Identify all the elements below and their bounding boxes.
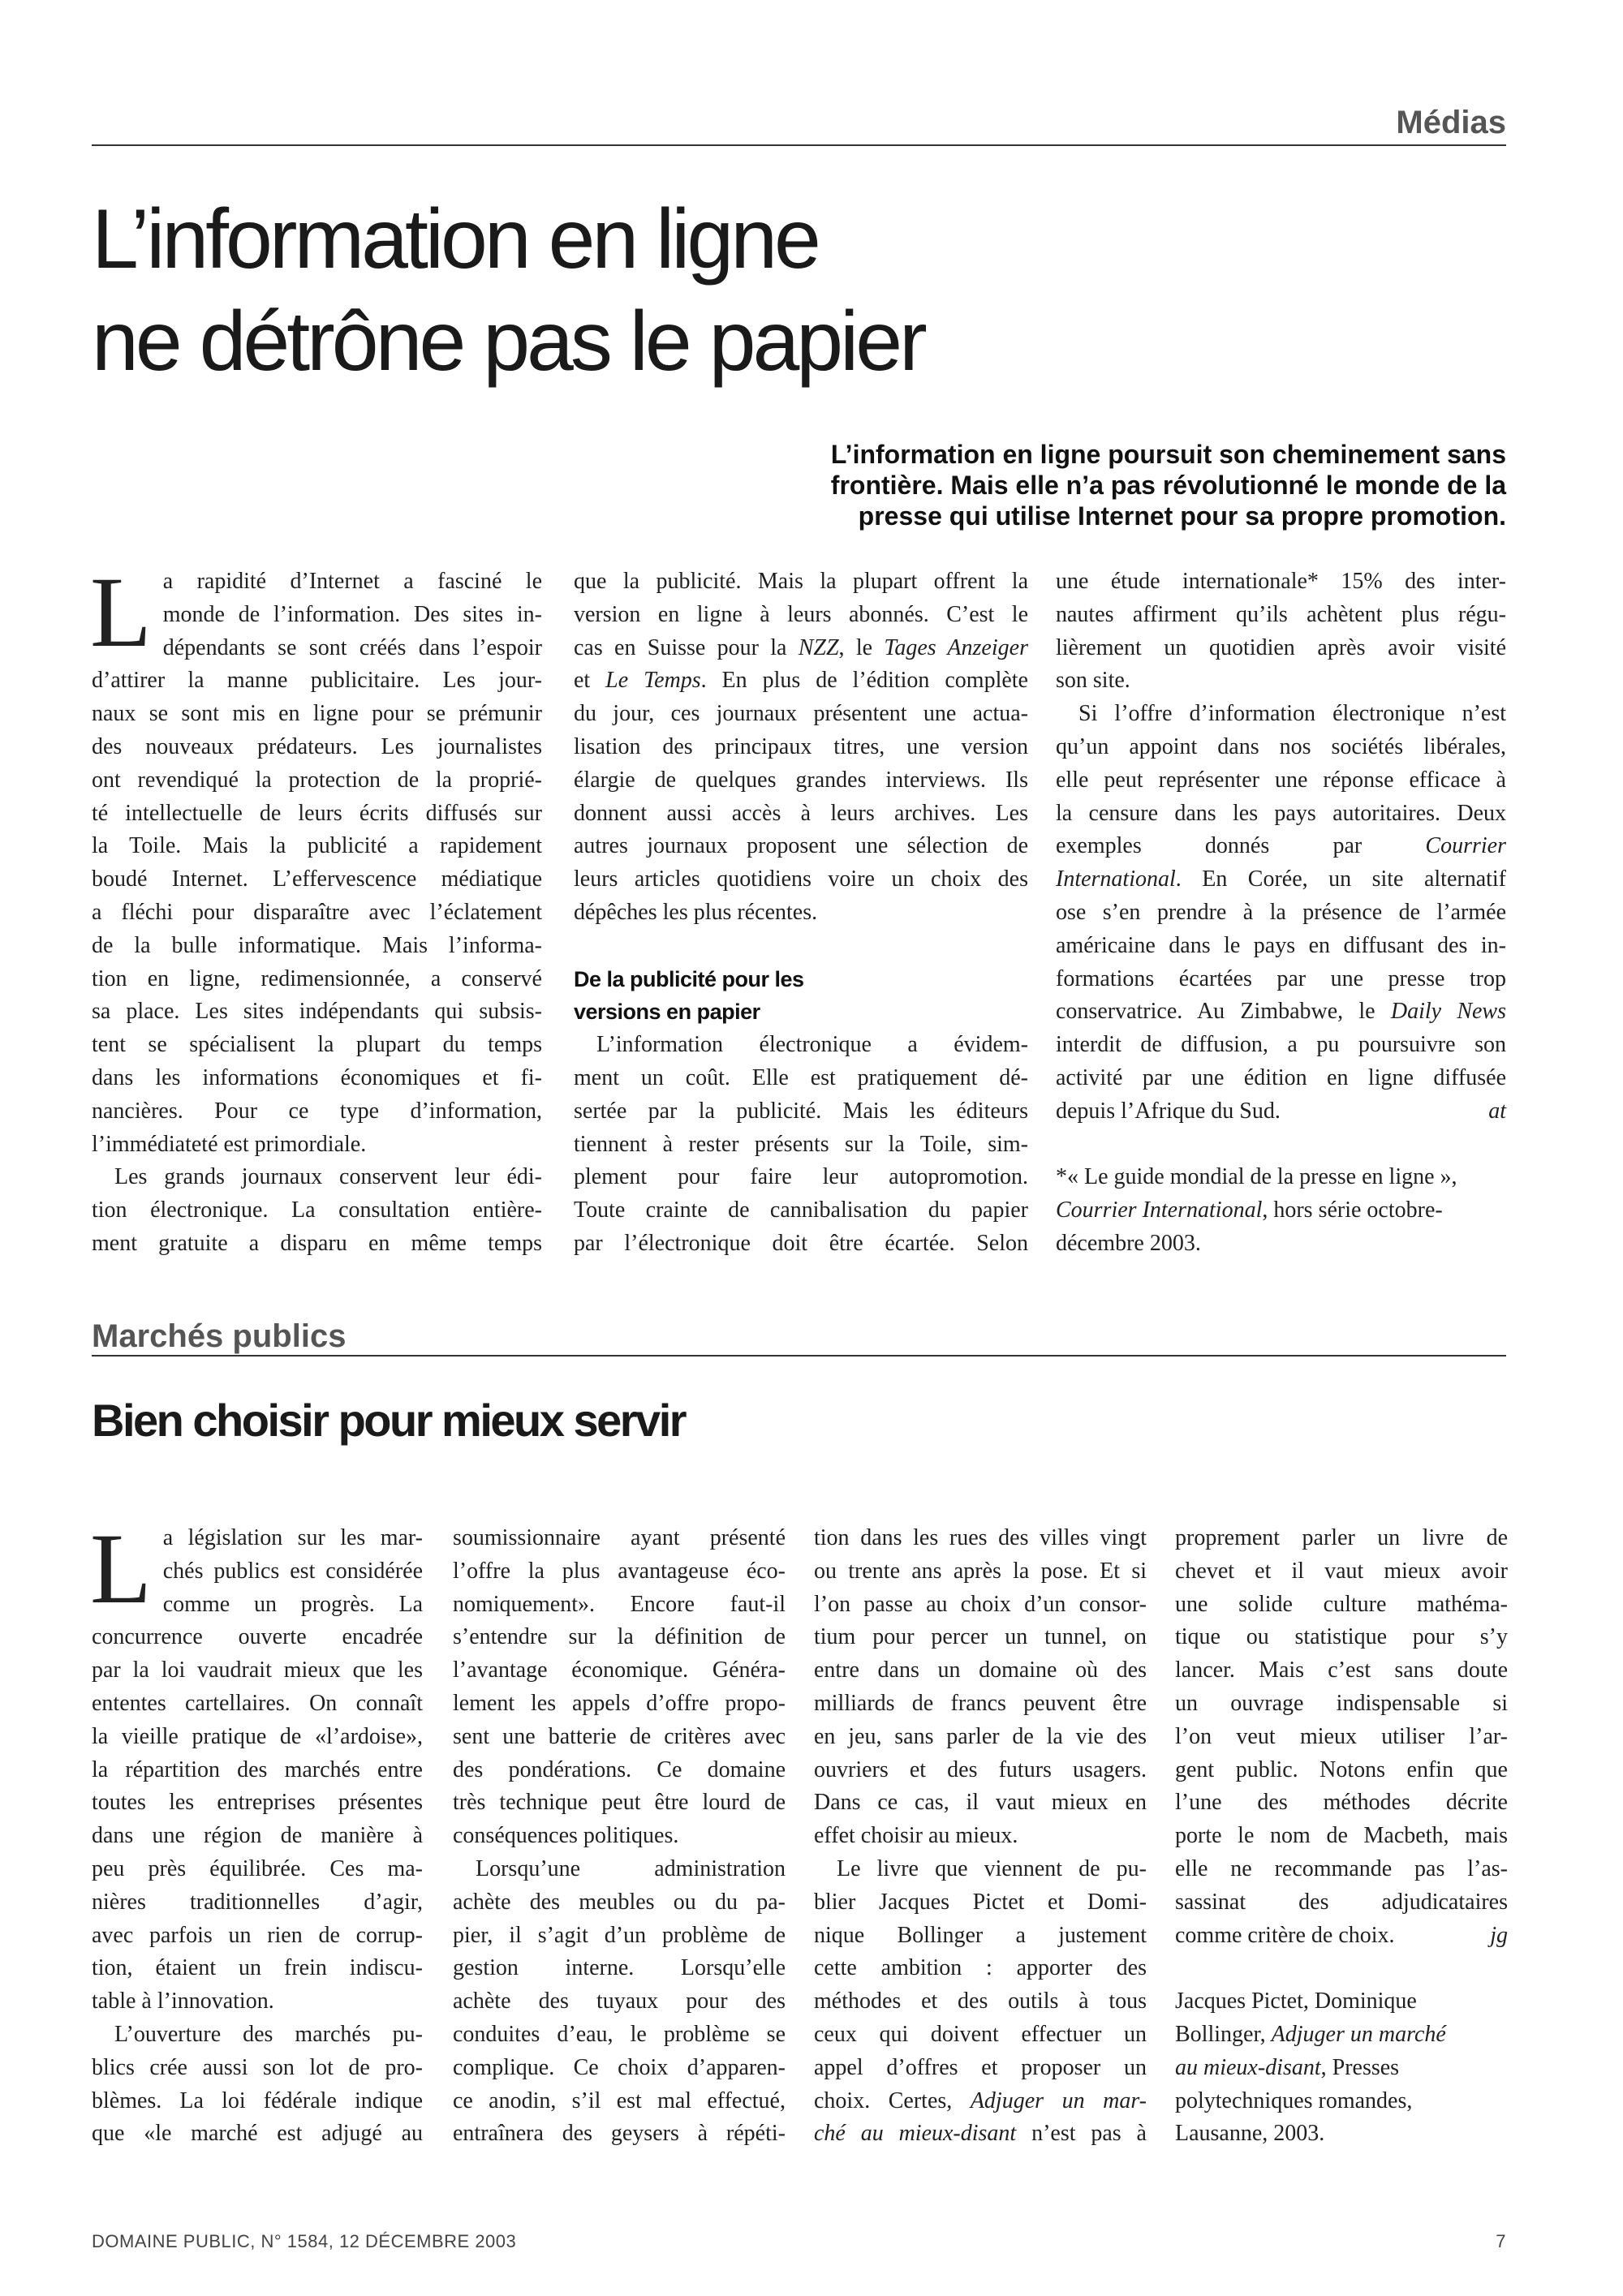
column-text <box>453 1522 786 2151</box>
text-line: du jour, ces journaux présentent une actua- <box>574 701 1028 727</box>
text-line: l’avantage économique. Généra- <box>453 1658 786 1683</box>
text-line: ou trente ans après la pose. Et si <box>814 1558 1147 1584</box>
text-line: Lorsqu’une administration <box>476 1855 786 1881</box>
book-reference <box>1175 1985 1508 2151</box>
text-line: choix. Certes, Adjuger un mar- <box>814 2087 1147 2113</box>
footnote-line: *« Le guide mondial de la presse en ligne », <box>1056 1164 1457 1190</box>
text-line: tion électronique. La consultation entière- <box>92 1197 542 1223</box>
issue-info: DOMAINE PUBLIC, N° 1584, 12 DÉCEMBRE 2003 <box>92 2231 517 2251</box>
lead-line: presse qui utilise Internet pour sa propre promotion. <box>858 501 1506 531</box>
text-line: a fléchi pour disparaître avec l’éclatement <box>92 899 542 925</box>
text-line: par l’électronique doit être écartée. Selon <box>574 1230 1028 1256</box>
text-line: concurrence ouverte encadrée <box>92 1624 423 1650</box>
text-line: tion, étaient un frein indiscu- <box>92 1955 423 1981</box>
text-line: tique ou statistique pour s’y <box>1175 1624 1508 1650</box>
reference-line: au mieux-disant, Presses <box>1175 2054 1400 2080</box>
text-line: peu près équilibrée. Ces ma- <box>92 1855 423 1881</box>
text-line: tion en ligne, redimensionnée, a conservé <box>92 965 542 991</box>
reference-line: Jacques Pictet, Dominique <box>1175 1989 1417 2014</box>
text-line: cas en Suisse pour la NZZ, le Tages Anzeiger <box>574 634 1028 660</box>
text-line: gent public. Notons enfin que <box>1175 1756 1508 1782</box>
text-line: International. En Corée, un site alternatif <box>1056 866 1506 892</box>
lead-line: frontière. Mais elle n’a pas révolutionné le monde de la <box>830 471 1506 500</box>
text-line: l’on passe au choix d’un consor- <box>814 1591 1147 1617</box>
text-line: s’entendre sur la définition de <box>453 1624 786 1650</box>
text-line: blèmes. La loi fédérale indique <box>92 2087 423 2113</box>
subheading: De la publicité pour les <box>574 966 804 991</box>
last-line: comme critère de choix. <box>1175 1922 1395 1948</box>
text-line: formations écartées par une presse trop <box>1056 965 1506 991</box>
text-line: monde de l’information. Des sites in- <box>162 601 542 627</box>
text-line: élargie de quelques grandes interviews. Ils <box>574 767 1028 793</box>
page-footer <box>92 2231 1506 2252</box>
text-line: dans une région de manière à <box>92 1823 423 1849</box>
article1-column-2 <box>574 565 1028 1261</box>
text-line: tiennent à rester présents sur la Toile, sim- <box>574 1131 1028 1157</box>
article2-column-3 <box>814 1522 1147 2151</box>
drop-cap: L <box>90 557 152 668</box>
text-line: table à l’innovation. <box>92 1989 274 2014</box>
text-line: appel d’offres et proposer un <box>814 2054 1147 2080</box>
text-line: gestion interne. Lorsqu’elle <box>453 1955 786 1981</box>
text-line: dépêches les plus récentes. <box>574 899 818 925</box>
article1-column-3 <box>1056 565 1506 1261</box>
text-line: a rapidité d’Internet a fasciné le <box>162 569 542 594</box>
article1-column-1 <box>90 557 542 1261</box>
text-line: lièrement un quotidien après avoir visité <box>1056 634 1506 660</box>
text-line: Si l’offre d’information électronique n’est <box>1078 701 1506 727</box>
text-line: leurs articles quotidiens voire un choix des <box>574 866 1028 892</box>
text-line: que «le marché est adjugé au <box>92 2121 423 2147</box>
text-line: la répartition des marchés entre <box>92 1756 423 1782</box>
text-line: conduites d’eau, le problème se <box>453 2021 786 2047</box>
article-lead <box>568 439 1506 531</box>
text-line: pier, il s’agit d’un problème de <box>453 1922 786 1948</box>
section-rubric-marches-publics: Marchés publics <box>92 1318 1506 1357</box>
text-line: son site. <box>1056 668 1130 694</box>
text-line: blics crée aussi son lot de pro- <box>92 2054 423 2080</box>
text-line: de la bulle informatique. Mais l’informa- <box>92 932 542 958</box>
text-line: elle peut représenter une réponse efficace à <box>1056 767 1506 793</box>
text-line: nique Bollinger a justement <box>814 1922 1147 1948</box>
text-line: ceux qui doivent effectuer un <box>814 2021 1147 2047</box>
text-line: L’information électronique a évidem- <box>596 1032 1028 1058</box>
text-line: l’immédiateté est primordiale. <box>92 1131 367 1157</box>
signature-line <box>1175 1920 1508 1953</box>
text-line: lancer. Mais c’est sans doute <box>1175 1658 1508 1683</box>
column-text <box>1175 1522 1508 1920</box>
text-line: l’on veut mieux utiliser l’ar- <box>1175 1723 1508 1749</box>
text-line: sa place. Les sites indépendants qui subsis- <box>92 999 542 1025</box>
reference-line: Lausanne, 2003. <box>1175 2121 1325 2147</box>
text-line: très technique peut être lourd de <box>453 1790 786 1816</box>
text-line: effet choisir au mieux. <box>814 1823 1018 1849</box>
last-line: depuis l’Afrique du Sud. <box>1056 1098 1281 1124</box>
text-line: autres journaux proposent une sélection de <box>574 833 1028 859</box>
text-line: Les grands journaux conservent leur édi- <box>114 1164 542 1190</box>
article2-column-4 <box>1175 1522 1508 2151</box>
reference-line: Bollinger, Adjuger un marché <box>1175 2021 1446 2047</box>
lead-line: L’information en ligne poursuit son cheminement sans <box>830 440 1506 469</box>
author-initials: at <box>1488 1098 1506 1124</box>
text-line: entre dans un domaine où des <box>814 1658 1147 1683</box>
text-line: l’une des méthodes décrite <box>1175 1790 1508 1816</box>
text-line: ont revendiqué la protection de la proprié- <box>92 767 542 793</box>
text-line: tion dans les rues des villes vingt <box>814 1525 1147 1550</box>
text-line: activité par une édition en ligne diffusée <box>1056 1064 1506 1090</box>
text-line: nautes affirment qu’ils achètent plus régu- <box>1056 601 1506 627</box>
text-line: nières traditionnelles d’agir, <box>92 1889 423 1915</box>
text-line: nomiquement». Encore faut-il <box>453 1591 786 1617</box>
subheading: versions en papier <box>574 1000 760 1025</box>
text-line: tent se spécialisent la plupart du temps <box>92 1032 542 1058</box>
text-line: blier Jacques Pictet et Domi- <box>814 1889 1147 1915</box>
text-line: américaine dans le pays en diffusant des in- <box>1056 932 1506 958</box>
text-line: ché au mieux-disant n’est pas à <box>814 2121 1147 2147</box>
text-line: en jeu, sans parler de la vie des <box>814 1723 1147 1749</box>
text-line: complique. Ce choix d’apparen- <box>453 2054 786 2080</box>
column-text <box>1056 565 1506 698</box>
text-line: conséquences politiques. <box>453 1823 679 1849</box>
text-line: chés publics est considérée <box>162 1558 423 1584</box>
text-line: sertée par la publicité. Mais les éditeurs <box>574 1098 1028 1124</box>
text-line: et Le Temps. En plus de l’édition complète <box>574 668 1028 694</box>
text-line: l’offre la plus avantageuse éco- <box>453 1558 786 1584</box>
text-line: dépendants se sont créés dans l’espoir <box>162 634 542 660</box>
text-line: comme un progrès. La <box>162 1591 423 1617</box>
text-line: Toute crainte de cannibalisation du papier <box>574 1197 1028 1223</box>
text-line: conservatrice. Au Zimbabwe, le Daily News <box>1056 999 1506 1025</box>
text-line: ment un coût. Elle est pratiquement dé- <box>574 1064 1028 1090</box>
text-line: soumissionnaire ayant présenté <box>453 1525 786 1550</box>
text-line: milliards de francs peuvent être <box>814 1690 1147 1716</box>
text-line: des nouveaux prédateurs. Les journalistes <box>92 733 542 759</box>
column-text <box>574 565 1028 930</box>
page-number: 7 <box>1496 2231 1506 2251</box>
column-text <box>90 557 542 1261</box>
text-line: boudé Internet. L’effervescence médiatique <box>92 866 542 892</box>
text-line: avec parfois un rien de corrup- <box>92 1922 423 1948</box>
text-line: interdit de diffusion, a pu poursuivre son <box>1056 1032 1506 1058</box>
article-headline <box>92 188 1506 393</box>
text-line: entraînera des geysers à répéti- <box>453 2121 786 2147</box>
headline-line: ne détrône pas le papier <box>92 295 924 389</box>
author-initials: jg <box>1490 1922 1508 1948</box>
text-line: méthodes et des outils à tous <box>814 1989 1147 2014</box>
text-line: naux se sont mis en ligne pour se prémunir <box>92 701 542 727</box>
text-line: ment gratuite a disparu en même temps <box>92 1230 542 1256</box>
text-line: la censure dans les pays autoritaires. Deux <box>1056 800 1506 826</box>
text-line: chevet et il vaut mieux avoir <box>1175 1558 1508 1584</box>
text-line: une étude internationale* 15% des inter- <box>1056 569 1506 594</box>
text-line: Le livre que viennent de pu- <box>837 1855 1147 1881</box>
column-text <box>574 1029 1028 1261</box>
text-line: porte le nom de Macbeth, mais <box>1175 1823 1508 1849</box>
text-line: que la publicité. Mais la plupart offrent la <box>574 569 1028 594</box>
text-line: la vieille pratique de «l’ardoise», <box>92 1723 423 1749</box>
text-line: plement pour faire leur autopromotion. <box>574 1164 1028 1190</box>
text-line: L’ouverture des marchés pu- <box>114 2021 423 2047</box>
text-line: ce anodin, s’il est mal effectué, <box>453 2087 786 2113</box>
text-line: donnent aussi accès à leurs archives. Les <box>574 800 1028 826</box>
footnote-line: Courrier International, hors série octobre- <box>1056 1197 1443 1223</box>
text-line: par la loi vaudrait mieux que les <box>92 1658 423 1683</box>
text-line: cette ambition : apporter des <box>814 1955 1147 1981</box>
text-line: version en ligne à leurs abonnés. C’est le <box>574 601 1028 627</box>
section-rubric-medias: Médias <box>92 104 1506 146</box>
text-line: proprement parler un livre de <box>1175 1525 1508 1550</box>
text-line: sent une batterie de critères avec <box>453 1723 786 1749</box>
footnote-line: décembre 2003. <box>1056 1230 1201 1256</box>
text-line: qu’un appoint dans nos sociétés libérales, <box>1056 733 1506 759</box>
footnote <box>1056 1161 1506 1260</box>
text-line: nancières. Pour ce type d’information, <box>92 1098 542 1124</box>
article2-headline: Bien choisir pour mieux servir <box>92 1395 686 1446</box>
text-line: d’attirer la manne publicitaire. Les jour- <box>92 668 542 694</box>
headline-line: L’information en ligne <box>92 192 818 286</box>
article2-column-2 <box>453 1522 786 2151</box>
reference-line: polytechniques romandes, <box>1175 2087 1413 2113</box>
text-line: lement les appels d’offre propo- <box>453 1690 786 1716</box>
text-line: la Toile. Mais la publicité a rapidement <box>92 833 542 859</box>
text-line: une solide culture mathéma- <box>1175 1591 1508 1617</box>
signature-line <box>1056 1095 1506 1129</box>
text-line: un ouvrage indispensable si <box>1175 1690 1508 1716</box>
text-line: Dans ce cas, il vaut mieux en <box>814 1790 1147 1816</box>
text-line: achète des meubles ou du pa- <box>453 1889 786 1915</box>
text-line: exemples donnés par Courrier <box>1056 833 1506 859</box>
text-line: ouvriers et des futurs usagers. <box>814 1756 1147 1782</box>
column-text <box>814 1522 1147 2151</box>
text-line: achète des tuyaux pour des <box>453 1989 786 2014</box>
text-line: a législation sur les mar- <box>162 1525 423 1550</box>
drop-cap: L <box>90 1513 152 1624</box>
column-text <box>1056 698 1506 1095</box>
text-line: tium pour percer un tunnel, on <box>814 1624 1147 1650</box>
text-line: té intellectuelle de leurs écrits diffusés sur <box>92 800 542 826</box>
article2-column-1 <box>90 1513 423 2151</box>
text-line: sassinat des adjudicataires <box>1175 1889 1508 1915</box>
text-line: des pondérations. Ce domaine <box>453 1756 786 1782</box>
text-line: elle ne recommande pas l’as- <box>1175 1855 1508 1881</box>
text-line: dans les informations économiques et fi- <box>92 1064 542 1090</box>
text-line: toutes les entreprises présentes <box>92 1790 423 1816</box>
text-line: ose s’en prendre à la présence de l’armée <box>1056 899 1506 925</box>
text-line: lisation des principaux titres, une version <box>574 733 1028 759</box>
text-line: ententes cartellaires. On connaît <box>92 1690 423 1716</box>
